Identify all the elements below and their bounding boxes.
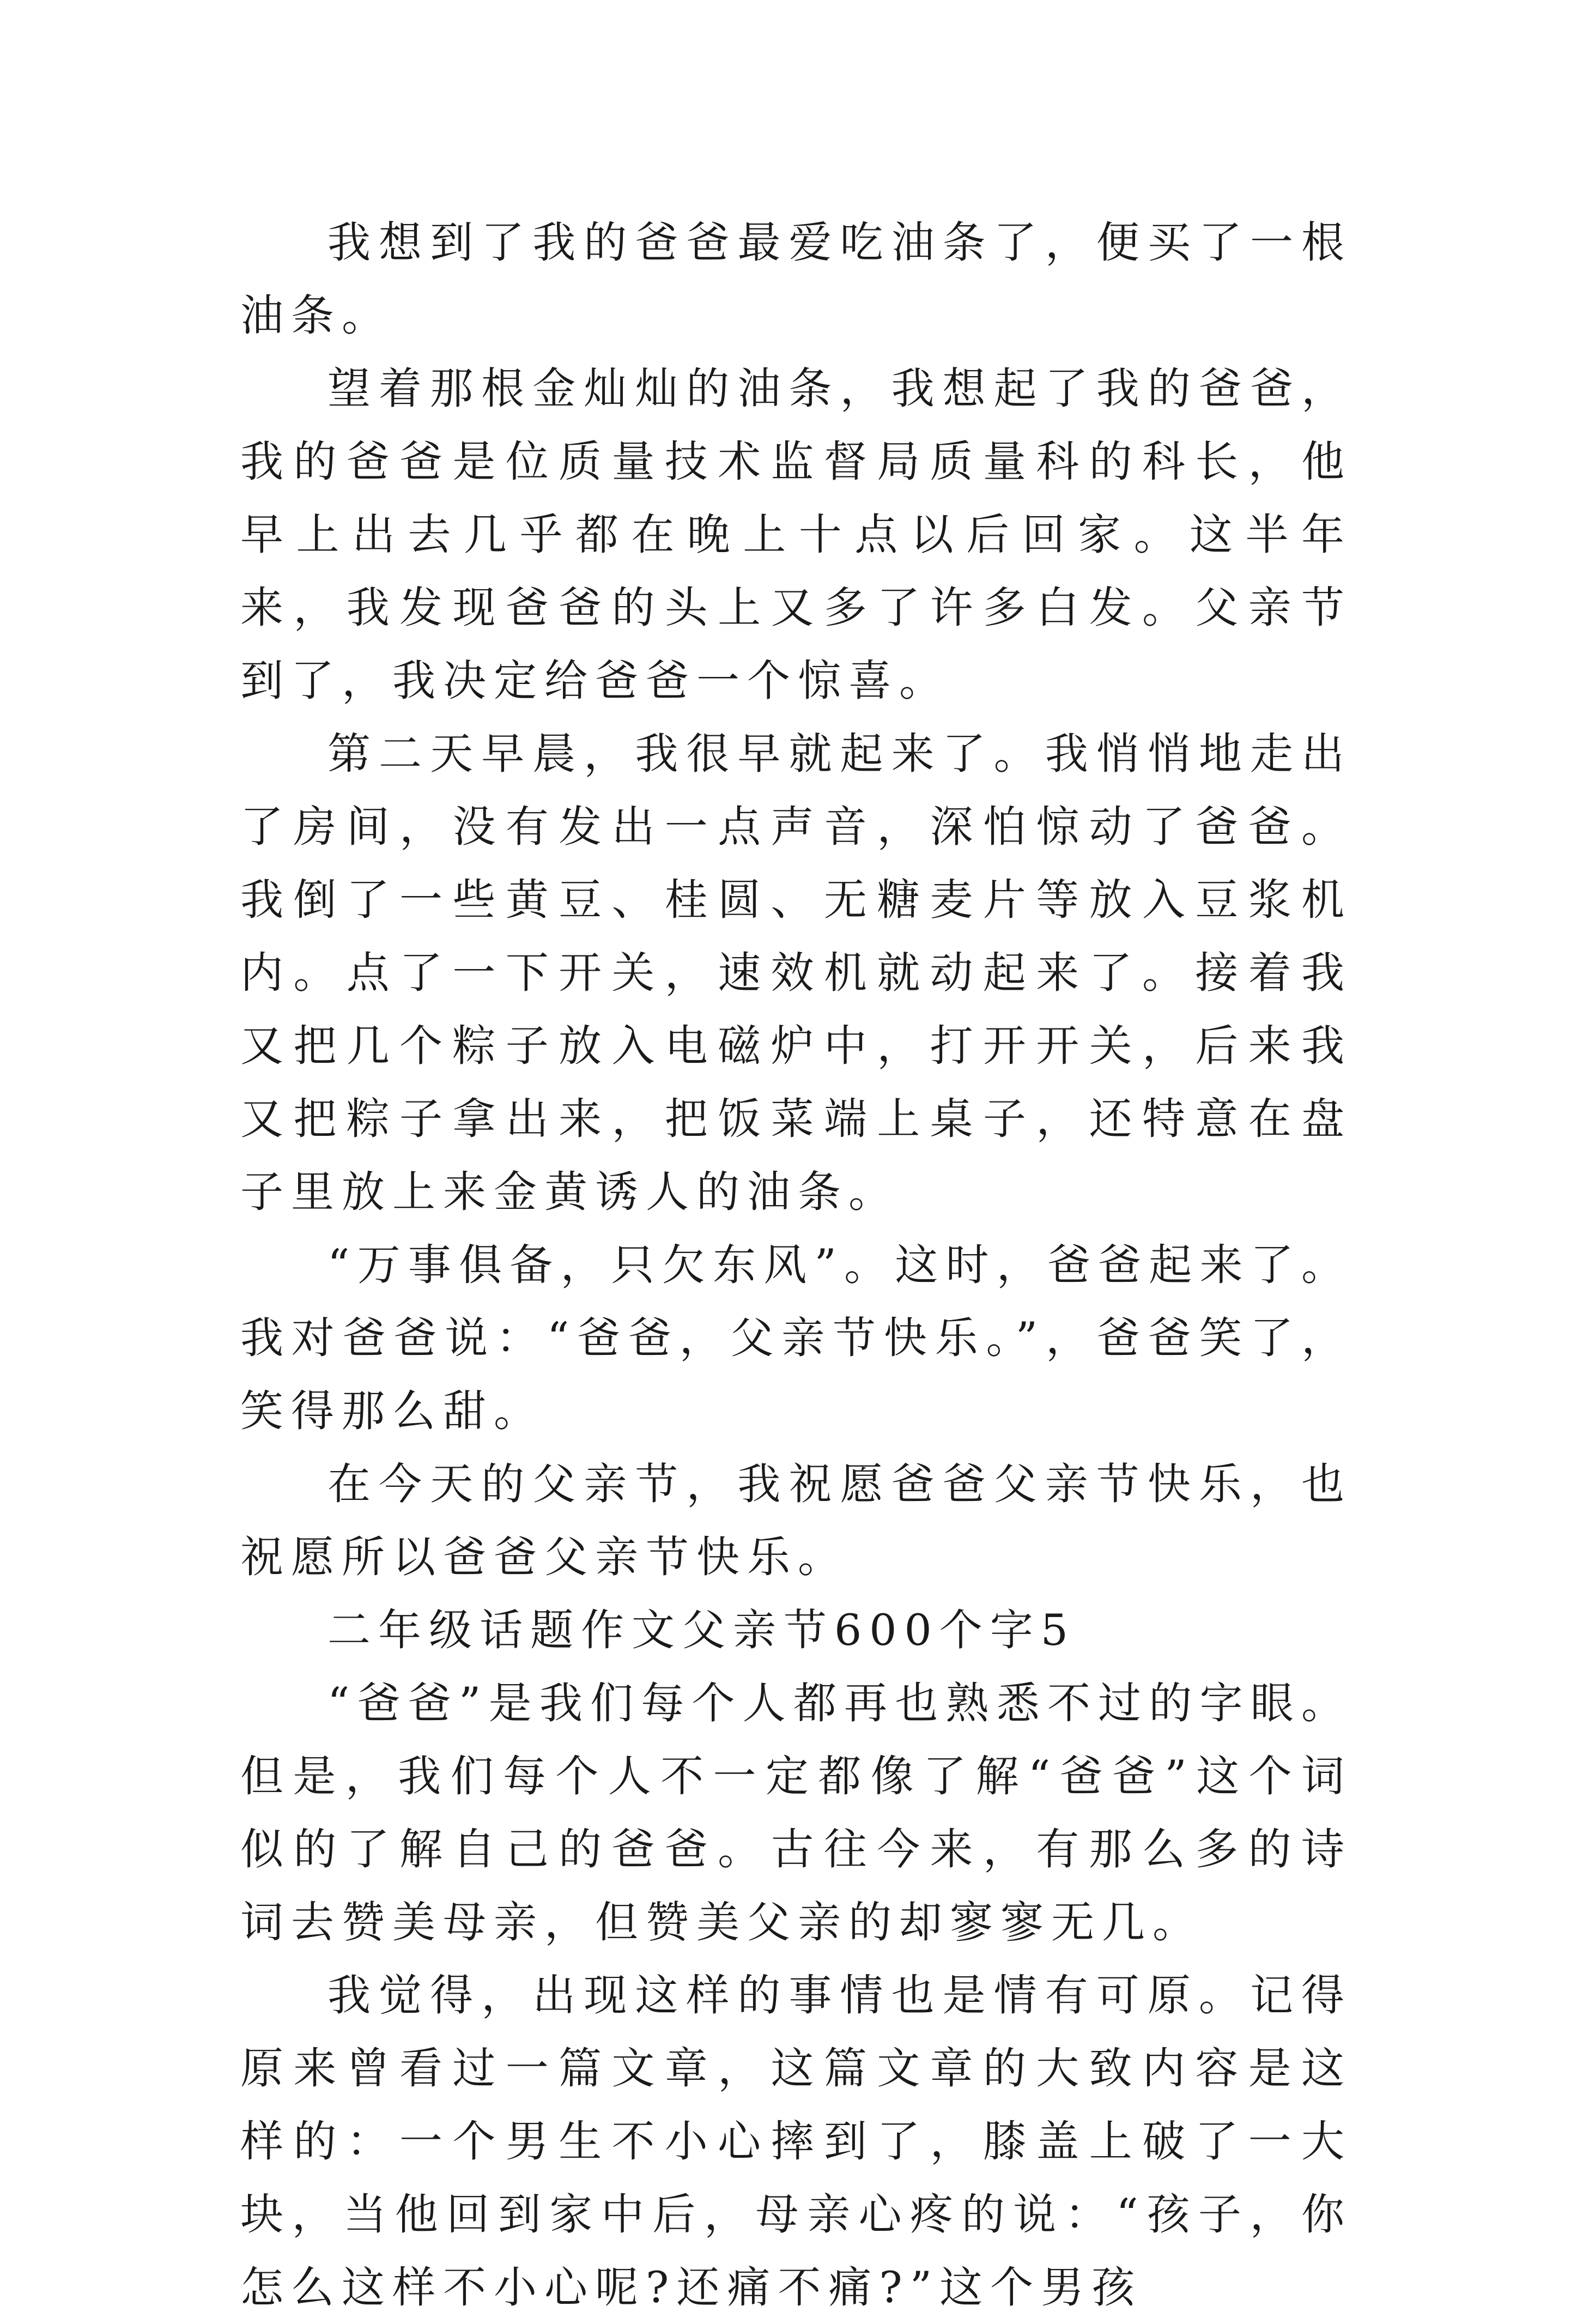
document-body <box>240 206 1352 2324</box>
paragraph: “爸爸”是我们每个人都再也熟悉不过的字眼。但是，我们每个人不一定都像了解“爸爸”这个词似的了解自己的爸爸。古往今来，有那么多的诗词去赞美母亲，但赞美父亲的却寥寥无几。 <box>240 1678 1352 1947</box>
paragraph: “万事俱备，只欠东风”。这时，爸爸起来了。我对爸爸说：“爸爸，父亲节快乐。”，爸爸笑了，笑得那么甜。 <box>240 1240 1352 1436</box>
paragraph: 望着那根金灿灿的油条，我想起了我的爸爸，我的爸爸是位质量技术监督局质量科的科长，他早上出去几乎都在晚上十点以后回家。这半年来，我发现爸爸的头上又多了许多白发。父亲节到了，我决定给爸爸一个惊喜。 <box>240 364 1352 706</box>
paragraph: 我想到了我的爸爸最爱吃油条了，便买了一根油条。 <box>240 217 1352 341</box>
paragraph: 第二天早晨，我很早就起来了。我悄悄地走出了房间，没有发出一点声音，深怕惊动了爸爸。我倒了一些黄豆、桂圆、无糖麦片等放入豆浆机内。点了一下开关，速效机就动起来了。接着我又把几个粽子放入电磁炉中，打开开关，后来我又把粽子拿出来，把饭菜端上桌子，还特意在盘子里放上来金黄诱人的油条。 <box>240 729 1352 1217</box>
section-heading: 二年级话题作文父亲节600个字5 <box>327 1605 1076 1655</box>
paragraph: 我觉得，出现这样的事情也是情有可原。记得原来曾看过一篇文章，这篇文章的大致内容是这样的：一个男生不小心摔到了，膝盖上破了一大块，当他回到家中后，母亲心疼的说：“孩子，你怎么这样不小心呢?还痛不痛?”这个男孩 <box>240 1970 1352 2313</box>
paragraph: 在今天的父亲节，我祝愿爸爸父亲节快乐，也祝愿所以爸爸父亲节快乐。 <box>240 1459 1352 1582</box>
